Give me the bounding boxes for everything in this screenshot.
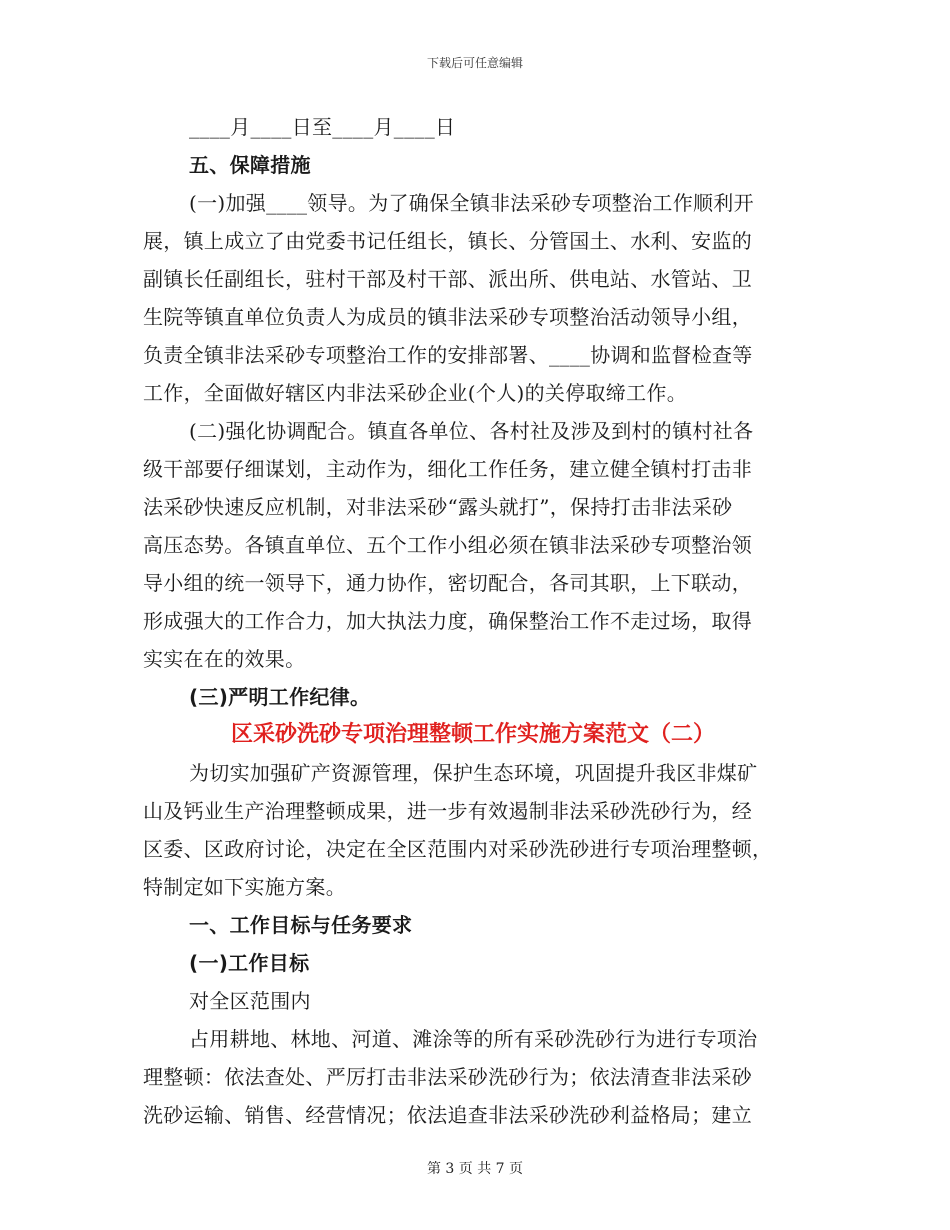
date-range-line: ____月____日至____月____日: [189, 115, 456, 139]
document-title: 区采砂洗砂专项治理整顿工作实施方案范文（二）: [230, 722, 715, 747]
paragraph-line: 生院等镇直单位负责人为成员的镇非法采砂专项整治活动领导小组，: [143, 305, 752, 329]
paragraph-line: 形成强大的工作合力，加大执法力度，确保整治工作不走过场，取得: [143, 609, 752, 633]
paragraph-line: 特制定如下实施方案。: [143, 875, 346, 899]
paragraph-line: 对全区范围内: [189, 989, 311, 1013]
paragraph-line: 区委、区政府讨论，决定在全区范围内对采砂洗砂进行专项治理整顿，: [143, 837, 773, 861]
paragraph-line: 高压态势。各镇直单位、五个工作小组必须在镇非法采砂专项整治领: [143, 533, 752, 557]
paragraph-line: 理整顿：依法查处、严厉打击非法采砂洗砂行为；依法清查非法采砂: [143, 1065, 752, 1089]
paragraph-line: (一)加强____领导。为了确保全镇非法采砂专项整治工作顺利开: [189, 191, 754, 215]
subheading-discipline: (三)严明工作纪律。: [189, 685, 371, 709]
paragraph-line: 洗砂运输、销售、经营情况；依法追查非法采砂洗砂利益格局；建立: [143, 1103, 752, 1127]
paragraph-line: 占用耕地、林地、河道、滩涂等的所有采砂洗砂行为进行专项治: [189, 1027, 758, 1051]
section-heading-goals: 一、工作目标与任务要求: [189, 913, 413, 937]
paragraph-line: 实实在在的效果。: [143, 647, 306, 671]
paragraph-line: 展，镇上成立了由党委书记任组长，镇长、分管国土、水利、安监的: [143, 229, 752, 253]
paragraph-line: 为切实加强矿产资源管理，保护生态环境，巩固提升我区非煤矿: [189, 761, 758, 785]
section-heading-safeguards: 五、保障措施: [189, 153, 311, 177]
paragraph-line: 副镇长任副组长，驻村干部及村干部、派出所、供电站、水管站、卫: [143, 267, 752, 291]
paragraph-line: 级干部要仔细谋划，主动作为，细化工作任务，建立健全镇村打击非: [143, 457, 752, 481]
document-body: [143, 108, 803, 1134]
paragraph-line: 法采砂快速反应机制，对非法采砂“露头就打”，保持打击非法采砂: [143, 495, 733, 519]
page-header: 下载后可任意编辑: [426, 56, 523, 70]
subheading-work-goals: (一)工作目标: [189, 951, 310, 975]
paragraph-line: 负责全镇非法采砂专项整治工作的安排部署、____协调和监督检查等: [143, 343, 753, 367]
paragraph-line: 工作，全面做好辖区内非法采砂企业(个人)的关停取缔工作。: [143, 381, 688, 405]
paragraph-line: (二)强化协调配合。镇直各单位、各村社及涉及到村的镇村社各: [189, 419, 754, 443]
page-footer: 第 3 页 共 7 页: [426, 1161, 524, 1177]
paragraph-line: 山及钙业生产治理整顿成果，进一步有效遏制非法采砂洗砂行为，经: [143, 799, 752, 823]
paragraph-line: 导小组的统一领导下，通力协作，密切配合，各司其职，上下联动，: [143, 571, 752, 595]
